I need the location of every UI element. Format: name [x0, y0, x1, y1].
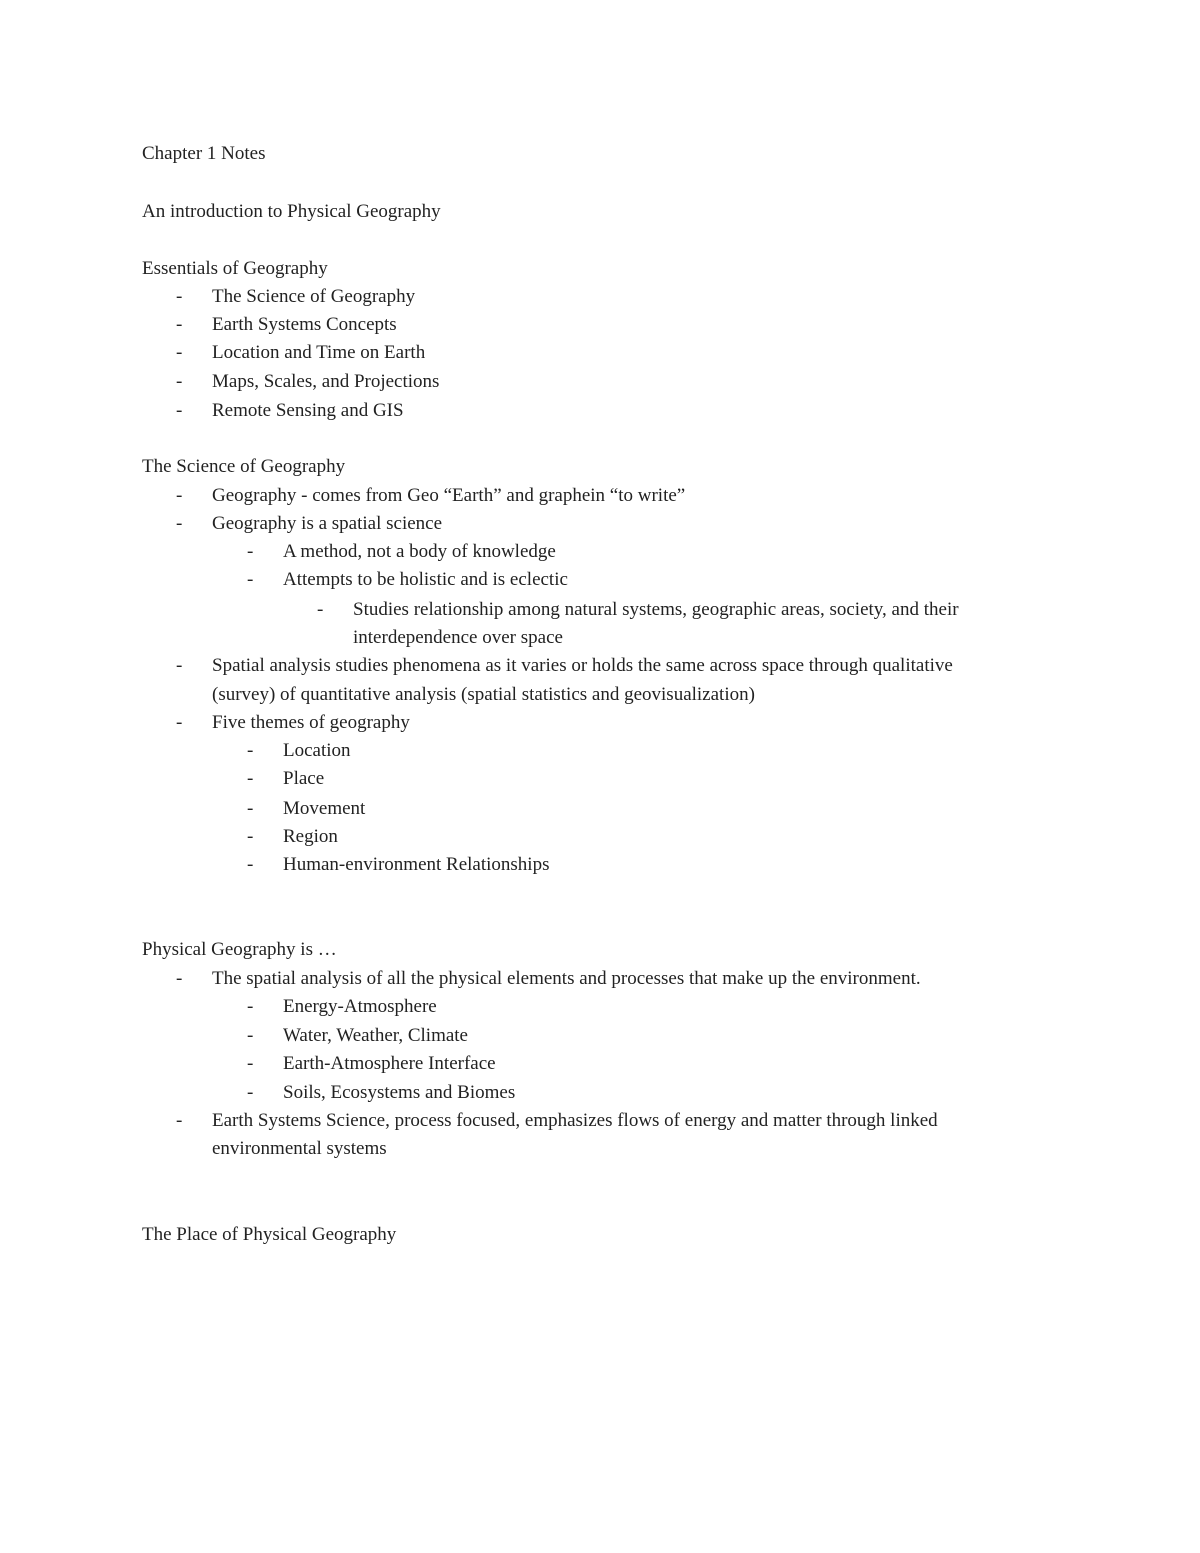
bullet-dash: - — [247, 1053, 254, 1074]
document-title: Chapter 1 Notes — [142, 143, 266, 164]
bullet-dash: - — [176, 371, 183, 392]
list-item: Attempts to be holistic and is eclectic — [283, 569, 568, 590]
list-item: A method, not a body of knowledge — [283, 541, 556, 562]
list-item-continuation: (survey) of quantitative analysis (spatial statistics and geovisualization) — [212, 684, 755, 705]
list-item: Geography - comes from Geo “Earth” and graphein “to write” — [212, 485, 686, 506]
list-item: Human-environment Relationships — [283, 854, 550, 875]
list-item: Maps, Scales, and Projections — [212, 371, 440, 392]
list-item: Five themes of geography — [212, 712, 410, 733]
list-item: Earth-Atmosphere Interface — [283, 1053, 496, 1074]
list-item-continuation: environmental systems — [212, 1138, 387, 1159]
bullet-dash: - — [176, 513, 183, 534]
list-item: Movement — [283, 798, 366, 819]
bullet-dash: - — [176, 1110, 183, 1131]
list-item: Soils, Ecosystems and Biomes — [283, 1082, 516, 1103]
list-item: Place — [283, 768, 325, 789]
list-item: Water, Weather, Climate — [283, 1025, 468, 1046]
list-item: Earth Systems Concepts — [212, 314, 397, 335]
list-item: Energy-Atmosphere — [283, 996, 437, 1017]
bullet-dash: - — [247, 768, 254, 789]
section-heading: Physical Geography is … — [142, 939, 337, 960]
bullet-dash: - — [247, 854, 254, 875]
bullet-dash: - — [247, 798, 254, 819]
bullet-dash: - — [176, 655, 183, 676]
bullet-dash: - — [247, 1082, 254, 1103]
section-heading: Essentials of Geography — [142, 258, 328, 279]
list-item: Location and Time on Earth — [212, 342, 426, 363]
list-item: Earth Systems Science, process focused, emphasizes flows of energy and matter through linked — [212, 1110, 938, 1131]
bullet-dash: - — [176, 314, 183, 335]
bullet-dash: - — [247, 740, 254, 761]
bullet-dash: - — [247, 826, 254, 847]
bullet-dash: - — [247, 541, 254, 562]
list-item: The Science of Geography — [212, 286, 416, 307]
document-subtitle: An introduction to Physical Geography — [142, 201, 441, 222]
bullet-dash: - — [176, 712, 183, 733]
bullet-dash: - — [247, 569, 254, 590]
bullet-dash: - — [317, 599, 324, 620]
bullet-dash: - — [247, 996, 254, 1017]
bullet-dash: - — [176, 400, 183, 421]
list-item: Location — [283, 740, 351, 761]
bullet-dash: - — [247, 1025, 254, 1046]
list-item: Region — [283, 826, 338, 847]
bullet-dash: - — [176, 342, 183, 363]
list-item: Geography is a spatial science — [212, 513, 443, 534]
list-item: Studies relationship among natural systems, geographic areas, society, and their — [353, 599, 959, 620]
section-heading: The Science of Geography — [142, 456, 346, 477]
list-item: Spatial analysis studies phenomena as it varies or holds the same across space through qualitative — [212, 655, 953, 676]
list-item-continuation: interdependence over space — [353, 627, 563, 648]
bullet-dash: - — [176, 485, 183, 506]
list-item: The spatial analysis of all the physical elements and processes that make up the environment. — [212, 968, 921, 989]
bullet-dash: - — [176, 286, 183, 307]
section-heading: The Place of Physical Geography — [142, 1224, 397, 1245]
list-item: Remote Sensing and GIS — [212, 400, 404, 421]
bullet-dash: - — [176, 968, 183, 989]
